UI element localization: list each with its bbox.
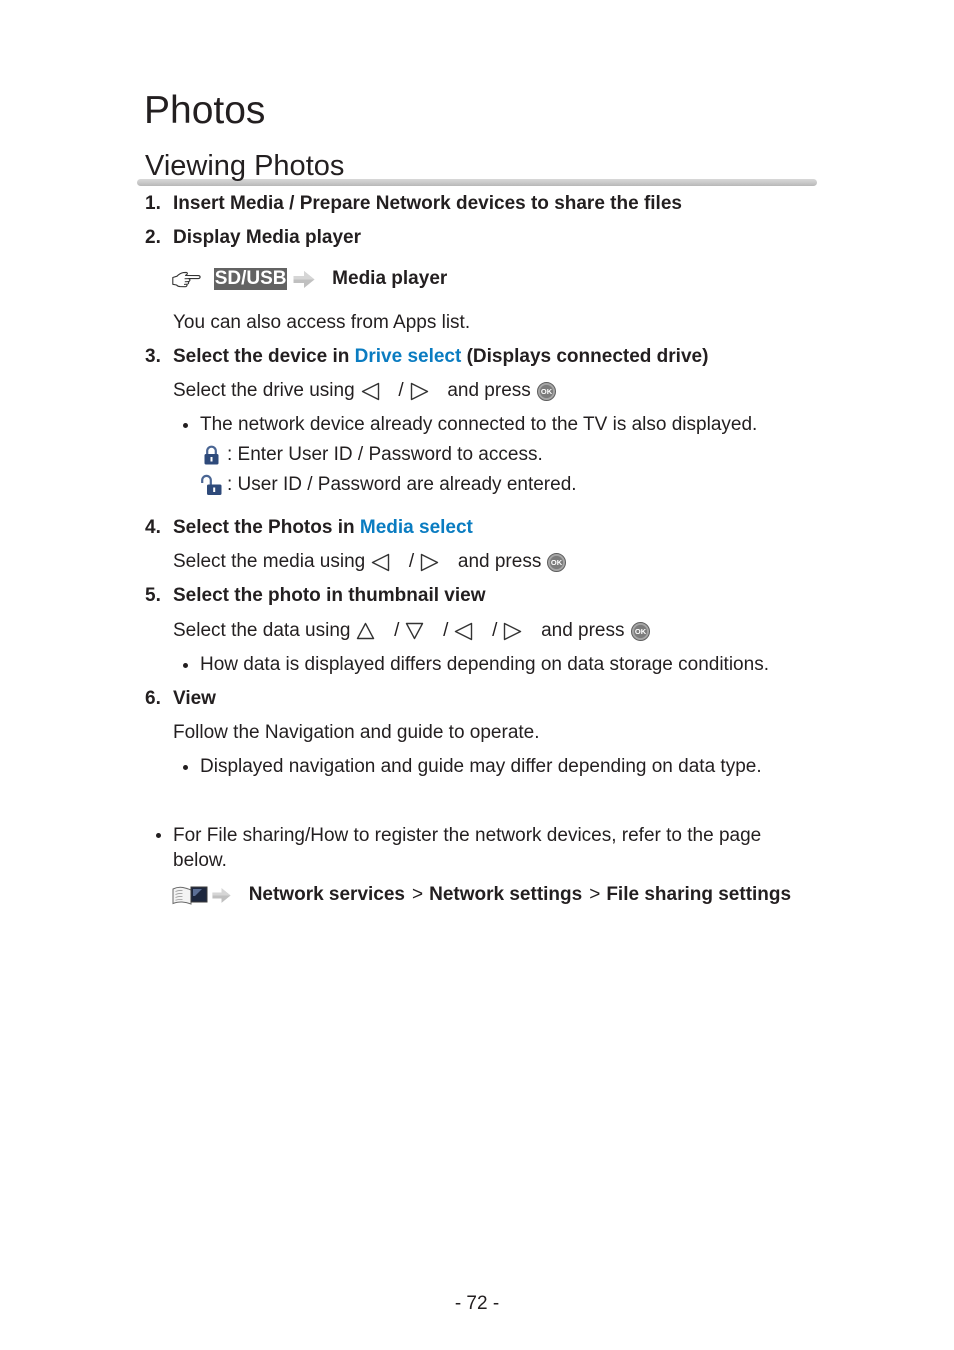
step-number: 4.	[145, 517, 161, 538]
bullet	[183, 765, 188, 770]
step-text: Insert Media / Prepare Network devices to share the files	[173, 193, 682, 214]
step-text: Display Media player	[173, 227, 361, 248]
step-number: 3.	[145, 346, 161, 367]
ok-label: OK	[551, 557, 563, 567]
ok-button-icon	[547, 509, 579, 616]
separator: /	[398, 380, 404, 401]
separator: /	[394, 620, 400, 641]
bullet	[156, 833, 161, 838]
separator: /	[492, 620, 498, 641]
path-separator: >	[589, 884, 601, 905]
menu-path-target: Media player	[332, 268, 448, 289]
instruction-text: Select the drive using	[173, 380, 355, 401]
step-number: 2.	[145, 227, 161, 248]
arrow-right-icon	[212, 843, 244, 948]
unlock-description: : User ID / Password are already entered.	[227, 474, 577, 495]
step-instruction	[173, 620, 662, 642]
step-number: 6.	[145, 688, 161, 709]
step-text: Select the photo in thumbnail view	[173, 585, 486, 606]
instruction-text: Select the media using	[173, 551, 366, 572]
step-text: View	[173, 688, 216, 709]
step-number: 1.	[145, 193, 161, 214]
reference-path	[172, 884, 791, 906]
step-instruction	[173, 380, 568, 402]
bullet	[183, 423, 188, 428]
step-note: Follow the Navigation and guide to operate.	[173, 722, 540, 743]
step-number: 5.	[145, 585, 161, 606]
separator: /	[443, 620, 449, 641]
ok-label: OK	[634, 626, 646, 636]
sd-usb-badge: SD/USB	[214, 268, 287, 289]
reference-note: For File sharing/How to register the network devices, refer to the page below.	[173, 825, 762, 871]
step-instruction	[173, 551, 579, 573]
step-note: You can also access from Apps list.	[173, 312, 471, 333]
step-text-prefix: Select the device in	[173, 346, 355, 367]
step-text-suffix: (Displays connected drive)	[461, 346, 709, 367]
path-network-services: Network services	[248, 884, 406, 905]
drive-select-label: Drive select	[354, 346, 462, 367]
path-separator: >	[412, 884, 424, 905]
lock-icon	[203, 445, 220, 465]
action-text: and press	[457, 551, 542, 572]
lock-description: : Enter User ID / Password to access.	[227, 444, 543, 465]
path-file-sharing-settings: File sharing settings	[606, 884, 792, 905]
page-number: - 72 -	[454, 1293, 500, 1314]
bullet	[183, 663, 188, 668]
ehelp-book-icon	[172, 841, 208, 949]
bullet-text: The network device already connected to the TV is also displayed.	[200, 414, 758, 435]
path-network-settings: Network settings	[429, 884, 583, 905]
action-text: and press	[447, 380, 531, 401]
separator: /	[408, 551, 415, 572]
ok-label: OK	[540, 386, 552, 396]
instruction-text: Select the data using	[173, 620, 351, 641]
action-text: and press	[541, 620, 625, 641]
page-title: Photos	[144, 89, 266, 132]
bullet-text: How data is displayed differs depending on data storage conditions.	[200, 654, 769, 675]
unlock-icon	[200, 474, 223, 496]
media-select-label: Media select	[359, 517, 473, 538]
bullet-text: Displayed navigation and guide may differ depending on data type.	[200, 756, 762, 777]
step-text-prefix: Select the Photos in	[173, 517, 360, 538]
section-title: Viewing Photos	[145, 150, 345, 182]
menu-path	[172, 268, 447, 290]
